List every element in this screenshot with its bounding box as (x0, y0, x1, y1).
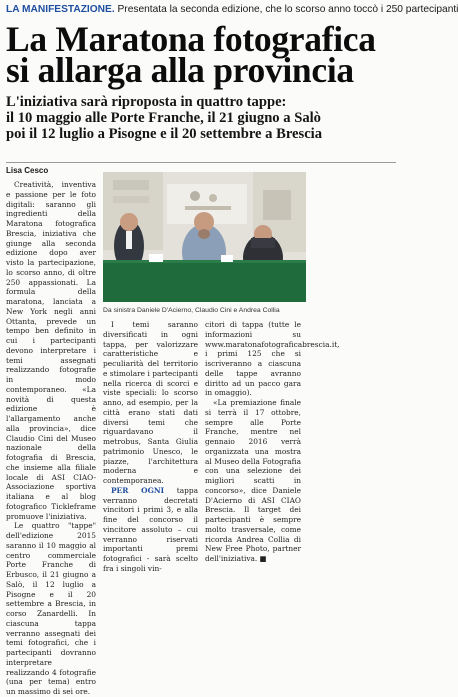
byline: Lisa Cesco (6, 166, 49, 175)
article-column-2 (103, 320, 198, 574)
column2-lead: PER OGNI (111, 485, 165, 495)
subhead-line-2: il 10 maggio alle Porte Franche, il 21 giugno a Salò (6, 110, 321, 126)
subhead (6, 94, 398, 142)
kicker-text: Presentata la seconda edizione, che lo scorso anno toccò i 250 partecipanti (117, 4, 458, 15)
photo-caption: Da sinistra Daniele D'Acierno, Claudio Cini e Andrea Collia (103, 307, 280, 314)
section-divider (6, 162, 396, 163)
column2-paragraph-2-text: tappa verranno decretati vincitori i primi 3, e alla fine del concorso il vincitore assoluto – cui verranno riservati importanti premi fotografici - sarà scelto fra i singoli vin- (103, 485, 198, 573)
column3-paragraph-2: «La premiazione finale si terrà il 17 ottobre, sempre alle Porte Franche, mentre nel gennaio 2016 verrà organizzata una mostra al Museo della Fotografia con una selezione dei migliori scatti in concorso», dice Daniele D'Acierno di ASI CIAO Brescia. Il target dei partecipanti è sempre molto trasversale, come ricorda Andrea Collia di New Free Photo, partner dell'iniziativa. ■ (205, 398, 301, 563)
subhead-line-1: L'iniziativa sarà riproposta in quattro tappe: (6, 94, 287, 110)
newspaper-photo (103, 172, 306, 302)
headline-line-2: si allarga alla provincia (6, 50, 354, 90)
column1-paragraph-1: Creatività, inventiva e passione per le foto digitali: saranno gli ingredienti della Maratona fotografica Brescia, iniziativa che giunge alla seconda edizione dopo aver visto la partecipazione, lo scorso anno, di oltre 250 appassionati. La formula della maratona, lanciata a New York negli anni Ottanta, prevede un tempo ben definito in cui i partecipanti devono interpretare i temi assegnati realizzando fotografie in modo contemporaneo. «La novità di questa edizione è l'allargamento anche alla provincia», dice Claudio Cini del Museo nazionale della fotografia di Brescia, che insieme alla filiale locale di ASI CIAO-Associazione sportiva italiana e al blog fotografico Tickleframe promuove l'iniziativa. (6, 180, 96, 521)
column2-paragraph-1: I temi saranno diversificati in ogni tappa, per valorizzare caratteristiche e peculiarità del territorio e stimolare i partecipanti nella ricerca di scorci e viste speciali: lo scorso anno, ad esempio, per la città erano stati dati diversi temi che riguardavano il metrobus, Santa Giulia patrimonio Unesco, le piazze, l'architettura moderna e contemporanea. (103, 320, 198, 485)
kicker (6, 4, 458, 15)
headline-line-1: La Maratona fotografica (6, 19, 376, 59)
column1-paragraph-2: Le quattro "tappe" dell'edizione 2015 saranno il 10 maggio al centro commerciale Porte Franche di Erbusco, il 21 giugno a Salò, il 12 luglio a Pisogne e il 20 settembre a Brescia, in corso Zanardelli. In ciascuna tappa verranno assegnati dei temi fotografici, che i partecipanti dovranno interpretare realizzando 4 fotografie (una per tema) entro un massimo di sei ore. (6, 521, 96, 696)
subhead-line-3: poi il 12 luglio a Pisogne e il 20 settembre a Brescia (6, 126, 323, 142)
headline (6, 19, 398, 90)
column3-paragraph-1: citori di tappa (tutte le informazioni su www.maratonafotograficabrescia.it, i primi 125 che si iscriveranno a ciascuna delle tappe avranno diritto ad un pacco gara in omaggio). (205, 320, 340, 398)
article-column-3 (205, 320, 340, 564)
kicker-rubric: LA MANIFESTAZIONE. (6, 4, 115, 15)
column2-paragraph-2 (103, 486, 198, 574)
article-column-1 (6, 180, 96, 697)
article-photo (103, 172, 306, 302)
